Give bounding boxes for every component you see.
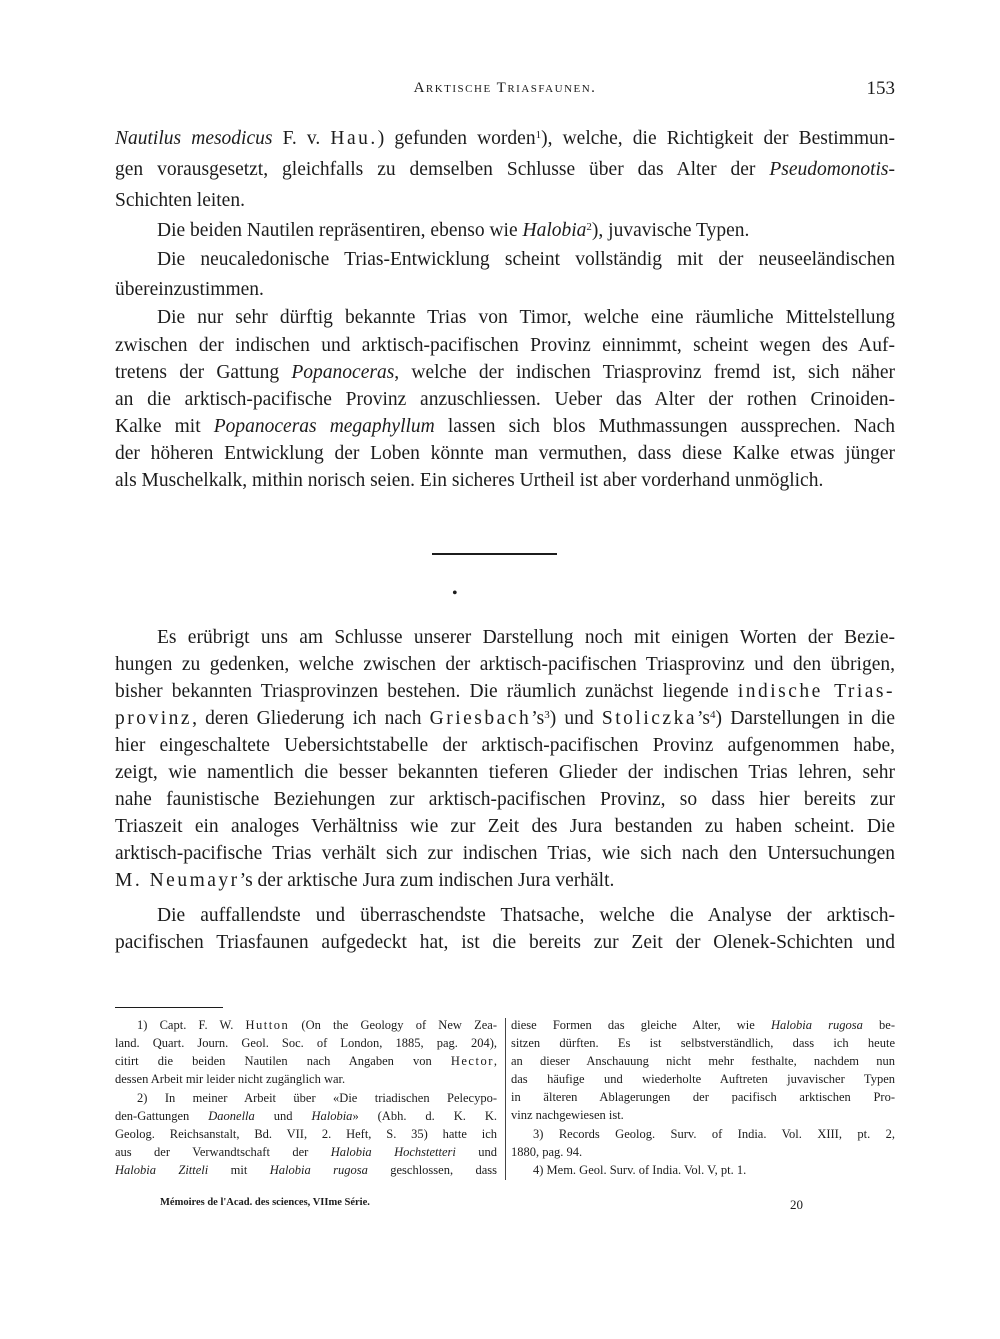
body-line: Die nur sehr dürftig bekannte Trias von Timor, welche eine räumliche Mittelstellung xyxy=(157,307,895,328)
running-title: Arktische Triasfaunen. xyxy=(413,80,597,96)
body-line xyxy=(115,414,895,439)
footnote-line xyxy=(115,1053,497,1070)
body-line: pacifischen Triasfaunen aufgedeckt hat, ist die bereits zur Zeit der Olenek-Schichten und xyxy=(115,932,895,953)
text-run: ’s der arktische Jura zum indischen Jura verhält. xyxy=(239,870,615,891)
taxon-name: Popanoceras xyxy=(291,362,395,383)
footnote-line: 3) Records Geolog. Surv. of India. Vol. XIII, pt. 2, xyxy=(533,1127,895,1141)
text-run: und xyxy=(455,1145,498,1159)
text-run: aus der Verwandtschaft der xyxy=(115,1145,331,1159)
taxon-name: Daonella xyxy=(208,1109,255,1123)
body-line xyxy=(115,157,895,182)
separator-dot: • xyxy=(452,585,458,602)
text-run: Die beiden Nautilen repräsentiren, ebenso wie xyxy=(157,220,523,241)
footnote-ref: 3 xyxy=(544,709,550,721)
section-rule xyxy=(432,553,557,555)
footnote-column-divider xyxy=(505,1018,506,1180)
taxon-name: Halobia Zitteli xyxy=(115,1163,209,1177)
footnote-line xyxy=(115,1144,497,1161)
footnote-line xyxy=(115,1017,497,1034)
footnote-line: dessen Arbeit mir leider nicht zugänglich war. xyxy=(115,1072,346,1086)
body-line: nahe faunistische Beziehungen zur arktisch-pacifischen Provinz, so dass hier bereits zur xyxy=(115,789,895,810)
body-line: Die auffallendste und überraschendste Thatsache, welche die Analyse der arktisch- xyxy=(157,905,895,926)
footnote-ref: 1 xyxy=(535,129,542,141)
body-line xyxy=(115,126,895,151)
text-run: citirt die beiden Nautilen nach Angaben von xyxy=(115,1054,451,1068)
text-run: , welche der indischen Triasprovinz fremd ist, sich näher xyxy=(394,362,895,383)
footnote-rule xyxy=(115,1007,223,1008)
body-line: der höheren Entwicklung der Loben könnte man vermuthen, dass diese Kalke etwas jünger xyxy=(115,443,895,464)
footnote-ref: 2 xyxy=(586,221,592,233)
footnote-line: das häufige und wiederholte Auftreten juvavischer Typen xyxy=(511,1072,895,1086)
text-run: ’s xyxy=(696,708,710,729)
text-run: , xyxy=(493,1054,497,1068)
emphasis-text: indische Trias- xyxy=(737,681,895,702)
text-run: tretens der Gattung xyxy=(115,362,292,383)
footnote-line: vinz nachgewiesen ist. xyxy=(511,1108,624,1122)
text-run: ), welche, die Richtigkeit der Bestimmun- xyxy=(541,128,895,149)
text-run: , deren Gliederung ich nach xyxy=(192,708,430,729)
text-run: » (Abh. d. K. K. xyxy=(352,1109,498,1123)
body-line: hungen zu gedenken, welche zwischen der arktisch-pacifischen Triasprovinz und den übrigen, xyxy=(115,654,895,675)
taxon-name: Popanoceras megaphyllum xyxy=(213,416,435,437)
sheet-number: 20 xyxy=(790,1197,803,1212)
taxon-name: Halobia Hochstetteri xyxy=(330,1145,456,1159)
text-run: (On the Geology of New Zea- xyxy=(289,1018,497,1032)
body-line: Die neucaledonische Trias-Entwicklung scheint vollständig mit der neuseeländischen xyxy=(157,249,895,270)
text-run: F. v. xyxy=(272,128,331,149)
body-line: Triaszeit ein analoges Verhältniss wie zur Zeit des Jura bestanden zu haben scheint. Die xyxy=(115,816,895,837)
body-line: zwischen der indischen und arktisch-pacifischen Provinz einnimmt, scheint wegen des Auf- xyxy=(115,335,895,356)
running-header xyxy=(115,80,895,106)
taxon-name: Nautilus mesodicus xyxy=(115,128,273,149)
body-line: zeigt, wie namentlich die besser bekannten tieferen Glieder der indischen Trias lehren, sehr xyxy=(115,762,895,783)
taxon-name: Halobia xyxy=(311,1109,353,1123)
body-line: arktisch-pacifische Trias verhält sich zur indischen Trias, wie sich nach den Untersuchungen xyxy=(115,843,895,864)
body-line xyxy=(115,360,895,385)
body-line: Es erübrigt uns am Schlusse unserer Darstellung noch mit einigen Worten der Bezie- xyxy=(157,627,895,648)
footnote-line xyxy=(511,1017,895,1034)
footnote-line: sitzen dürften. Es ist selbstverständlich, dass ich heute xyxy=(511,1036,895,1050)
body-line xyxy=(115,868,895,893)
author-name: Hau. xyxy=(330,128,378,149)
publication-imprint: Mémoires de l'Acad. des sciences, VIIme Série. xyxy=(160,1197,370,1208)
body-line: an die arktisch-pacifische Provinz anzuschliessen. Ueber das Alter der rothen Crinoiden- xyxy=(115,389,895,410)
body-line: als Muschelkalk, mithin norisch seien. Ein sicheres Urtheil ist aber vorderhand unmöglich. xyxy=(115,470,824,491)
taxon-name: Halobia rugosa xyxy=(770,1018,863,1032)
text-run: ’s xyxy=(531,708,545,729)
author-name: M. Neumayr xyxy=(115,870,240,891)
body-line xyxy=(115,679,895,704)
footnote-line: Geolog. Reichsanstalt, Bd. VII, 2. Heft, S. 35) hatte ich xyxy=(115,1127,497,1141)
body-line: hier eingeschaltete Uebersichtstabelle der arktisch-pacifischen Provinz aufgenommen habe, xyxy=(115,735,895,756)
emphasis-text: provinz xyxy=(115,708,193,729)
text-run: ) und xyxy=(549,708,602,729)
footnote-line xyxy=(115,1162,497,1179)
text-run: ), juvavische Typen. xyxy=(591,220,750,241)
body-line xyxy=(115,218,895,243)
footnote-line xyxy=(115,1108,497,1125)
text-run: und xyxy=(254,1109,312,1123)
text-run: diese Formen das gleiche Alter, wie xyxy=(511,1018,771,1032)
text-run: ) Darstellungen in die xyxy=(715,708,895,729)
footnote-ref: 4 xyxy=(710,709,716,721)
page-number: 153 xyxy=(866,78,895,99)
taxon-name: Halobia rugosa xyxy=(269,1163,368,1177)
text-run: den-Gattungen xyxy=(115,1109,209,1123)
text-run: be- xyxy=(862,1018,895,1032)
author-name: Hector xyxy=(450,1054,494,1068)
footnote-line: an dieser Anschauung nicht mehr festhalte, nachdem nun xyxy=(511,1054,895,1068)
footnote-line: 1880, pag. 94. xyxy=(511,1145,583,1159)
text-run: bisher bekannten Triasprovinzen bestehen. Die räumlich zunächst liegende xyxy=(115,681,738,702)
footnote-line: 2) In meiner Arbeit über «Die triadischen Pelecypo- xyxy=(137,1091,497,1105)
body-line xyxy=(115,706,895,731)
text-run: geschlossen, dass xyxy=(367,1163,498,1177)
footnote-line: land. Quart. Journ. Geol. Soc. of London, 1885, pag. 204), xyxy=(115,1036,497,1050)
taxon-name: Pseudomonotis- xyxy=(769,159,895,180)
text-run: gen vorausgesetzt, gleichfalls zu demselben Schlusse über das Alter der xyxy=(115,159,770,180)
text-run: Kalke mit xyxy=(115,416,214,437)
footnote-line: 4) Mem. Geol. Surv. of India. Vol. V, pt. 1. xyxy=(533,1163,747,1177)
author-name: Stoliczka xyxy=(601,708,697,729)
footnote-line: in älteren Ablagerungen der pacifisch arktischen Pro- xyxy=(511,1090,895,1104)
author-name: Hutton xyxy=(245,1018,290,1032)
author-name: Griesbach xyxy=(429,708,532,729)
body-line: übereinzustimmen. xyxy=(115,279,264,300)
text-run: lassen sich blos Muthmassungen aussprechen. Nach xyxy=(434,416,895,437)
taxon-name: Halobia xyxy=(522,220,587,241)
text-run: 1) Capt. F. W. xyxy=(137,1018,246,1032)
body-line: Schichten leiten. xyxy=(115,190,245,211)
text-run: mit xyxy=(208,1163,270,1177)
text-run: ) gefunden worden xyxy=(377,128,536,149)
